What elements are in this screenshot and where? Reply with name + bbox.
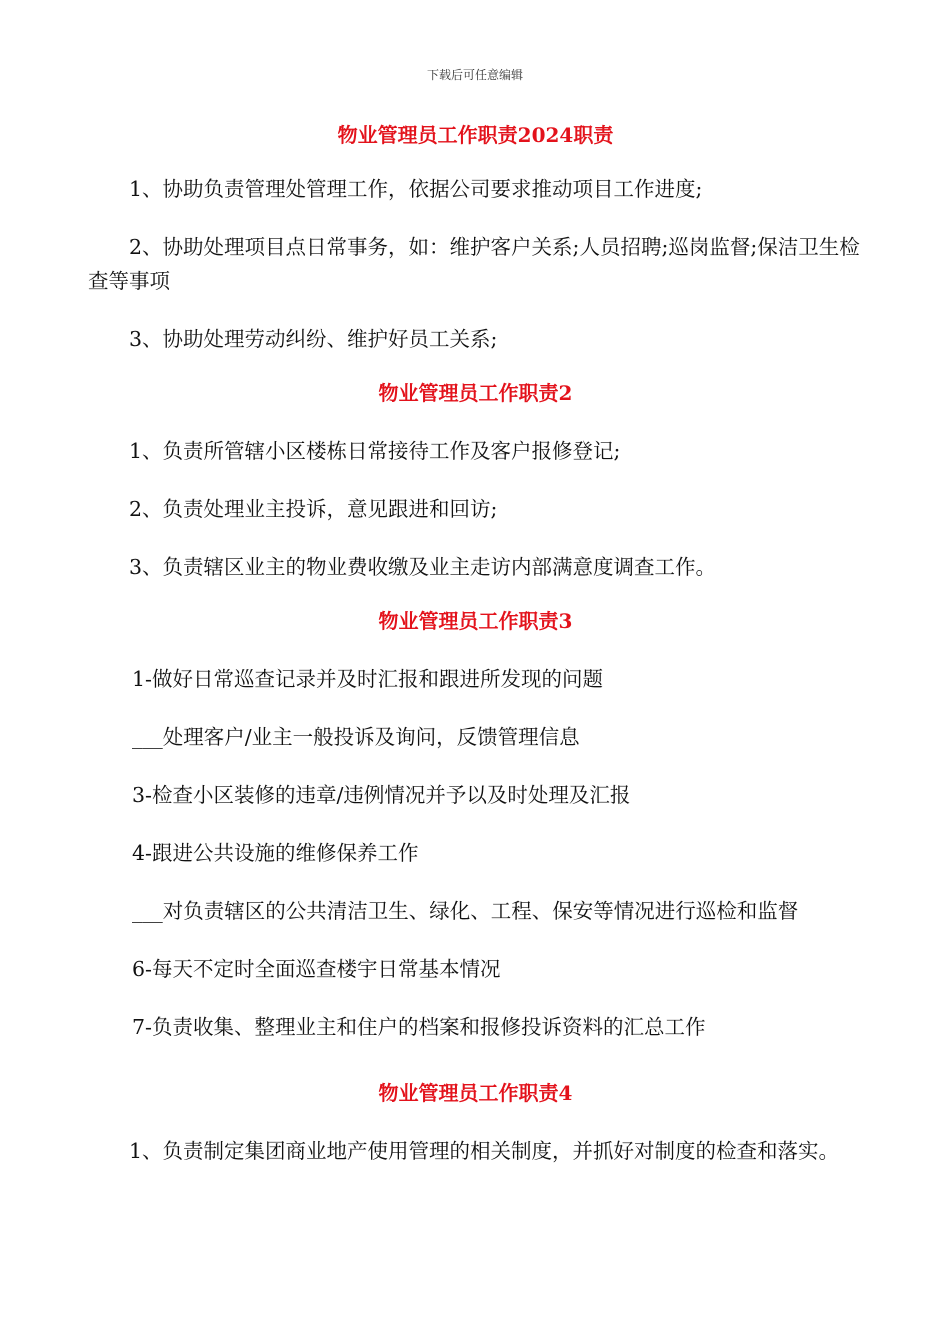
paragraph: 1、负责制定集团商业地产使用管理的相关制度，并抓好对制度的检查和落实。 — [129, 1139, 840, 1163]
list-item: 6-每天不定时全面巡查楼宇日常基本情况 — [132, 957, 501, 981]
paragraph: 1、协助负责管理处管理工作，依据公司要求推动项目工作进度; — [129, 177, 703, 201]
paragraph: 1、负责所管辖小区楼栋日常接待工作及客户报修登记; — [129, 439, 621, 463]
list-item: ___处理客户/业主一般投诉及询问，反馈管理信息 — [132, 725, 580, 749]
paragraph: 3、协助处理劳动纠纷、维护好员工关系; — [129, 327, 498, 351]
section-title: 物业管理员工作职责2 — [378, 381, 573, 405]
duties-list — [88, 662, 863, 1044]
list-item: 4-跟进公共设施的维修保养工作 — [132, 841, 419, 865]
paragraph: 2、协助处理项目点日常事务，如：维护客户关系;人员招聘;巡岗监督;保洁卫生检查等事项 — [88, 235, 860, 293]
list-item: 7-负责收集、整理业主和住户的档案和报修投诉资料的汇总工作 — [132, 1015, 706, 1039]
section-title: 物业管理员工作职责2024职责 — [337, 123, 614, 147]
list-item: 1-做好日常巡查记录并及时汇报和跟进所发现的问题 — [132, 667, 603, 691]
section-title: 物业管理员工作职责4 — [378, 1081, 573, 1105]
paragraph: 3、负责辖区业主的物业费收缴及业主走访内部满意度调查工作。 — [129, 555, 717, 579]
document-body — [88, 118, 863, 1168]
section-title: 物业管理员工作职责3 — [378, 609, 573, 633]
paragraph: 2、负责处理业主投诉，意见跟进和回访; — [129, 497, 498, 521]
list-item: ___对负责辖区的公共清洁卫生、绿化、工程、保安等情况进行巡检和监督 — [132, 899, 799, 923]
list-item: 3-检查小区装修的违章/违例情况并予以及时处理及汇报 — [132, 783, 631, 807]
page-header-note: 下载后可任意编辑 — [426, 68, 523, 82]
